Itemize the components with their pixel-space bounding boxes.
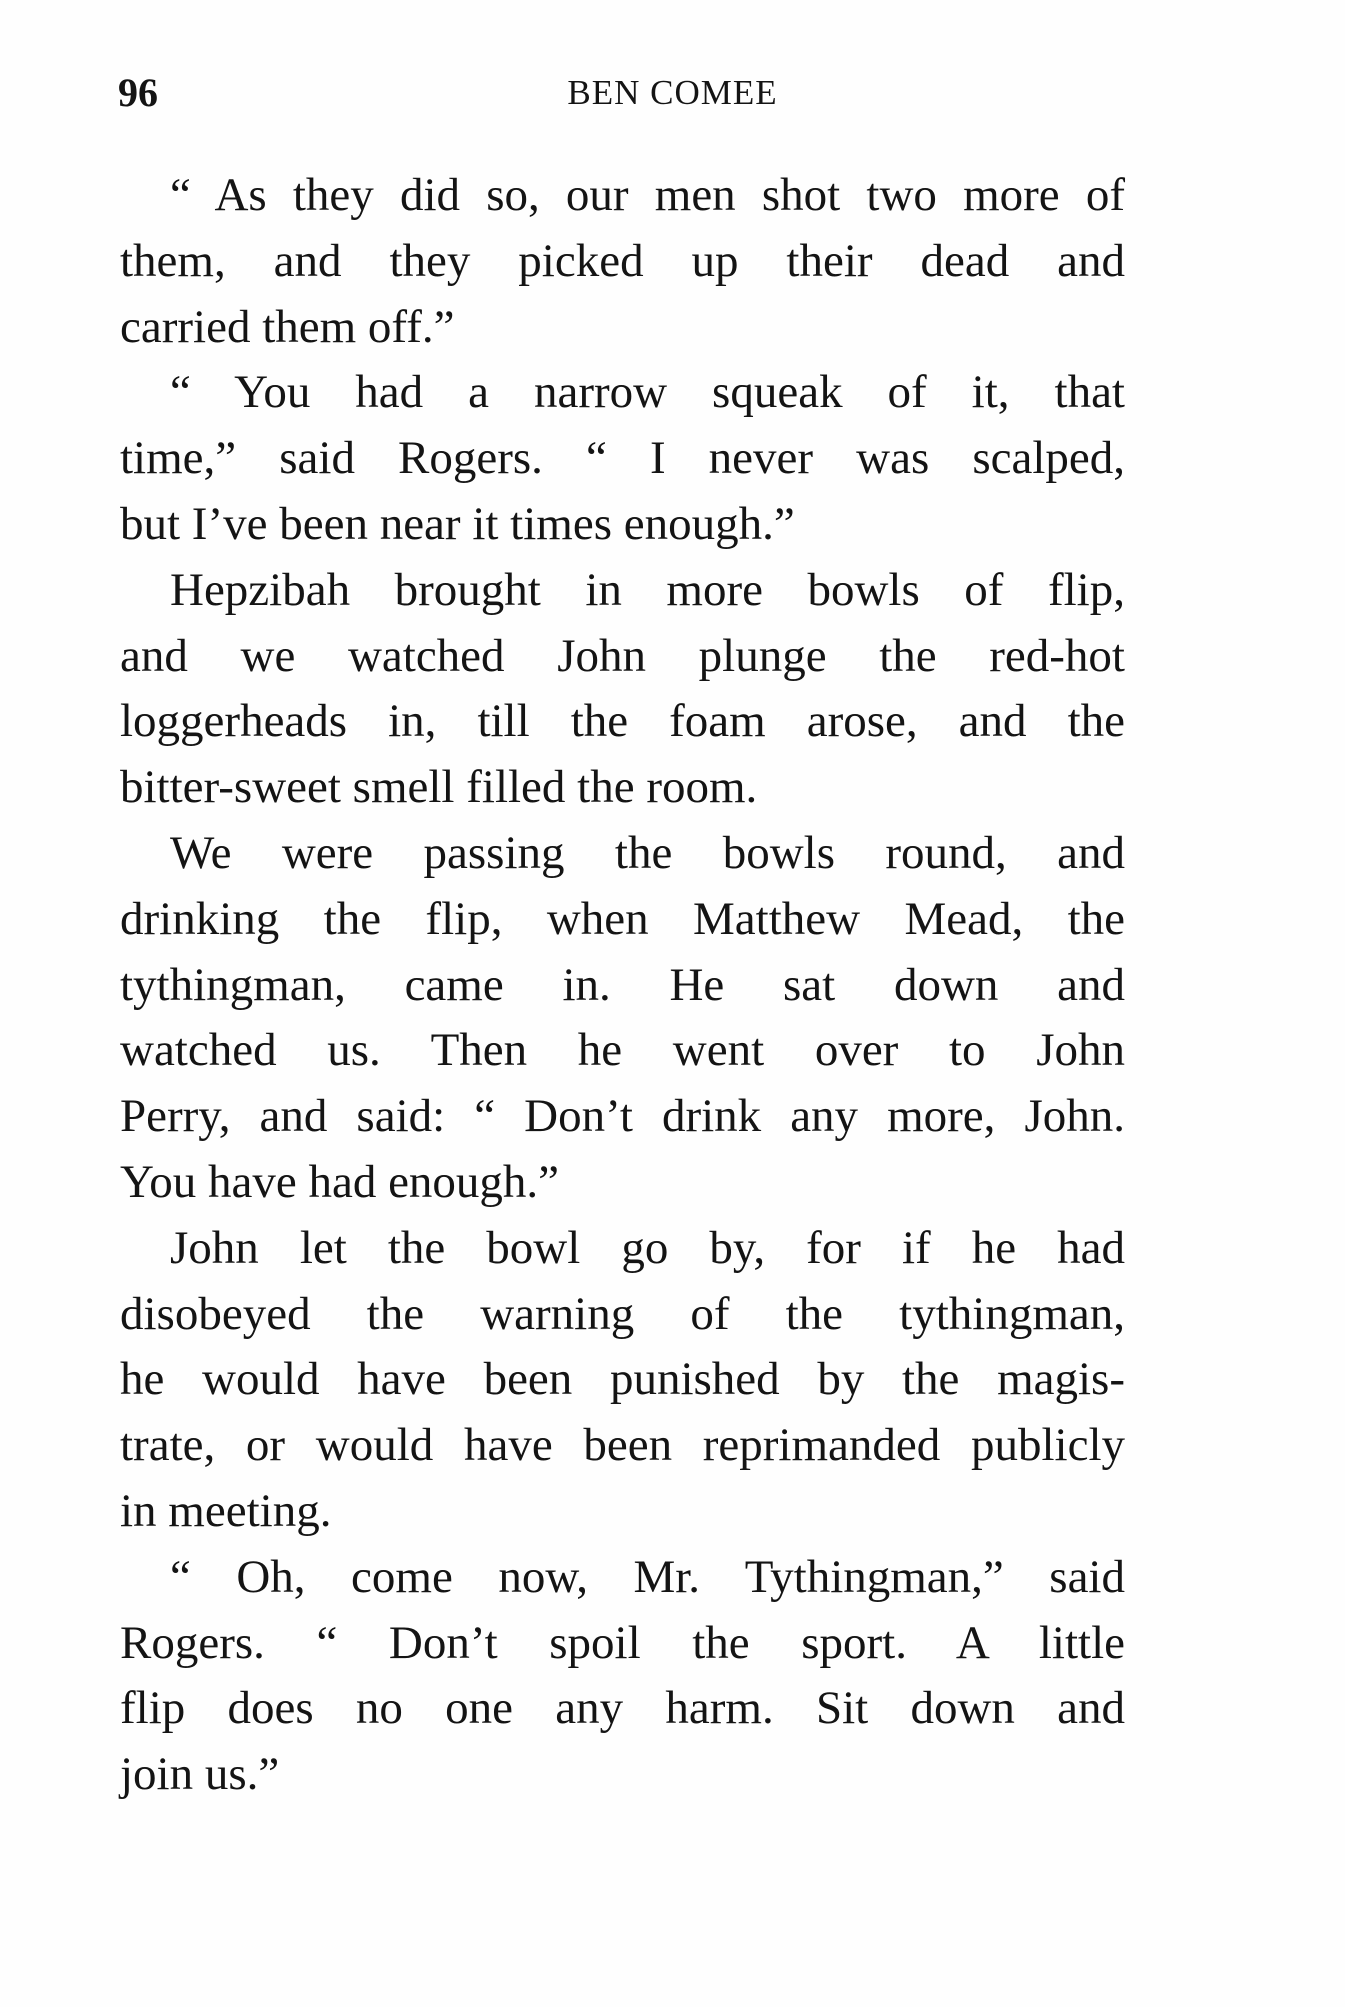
text-line: join us.”	[120, 1748, 280, 1801]
text-line: loggerheads in, till the foam arose, and the	[120, 695, 1125, 748]
text-line: We were passing the bowls round, and	[170, 826, 1125, 879]
page-number: 96	[118, 70, 158, 115]
text-line: watched us. Then he went over to John	[120, 1024, 1125, 1077]
text-line: them, and they picked up their dead and	[120, 234, 1125, 287]
text-line: he would have been punished by the magis-	[120, 1353, 1125, 1406]
text-line: “ You had a narrow squeak of it, that	[170, 366, 1125, 419]
text-line: but I’ve been near it times enough.”	[120, 497, 795, 550]
text-line: bitter-sweet smell filled the room.	[120, 761, 758, 814]
text-line: John let the bowl go by, for if he had	[170, 1221, 1125, 1274]
text-line: Rogers. “ Don’t spoil the sport. A little	[120, 1616, 1125, 1669]
body-text	[120, 163, 1125, 1808]
text-line: drinking the flip, when Matthew Mead, the	[120, 892, 1125, 945]
text-line: trate, or would have been reprimanded publicly	[120, 1419, 1125, 1472]
text-line: and we watched John plunge the red-hot	[120, 629, 1125, 682]
text-line: time,” said Rogers. “ I never was scalped,	[120, 432, 1125, 485]
text-line: carried them off.”	[120, 300, 455, 353]
text-line: tythingman, came in. He sat down and	[120, 958, 1125, 1011]
paragraph-5	[120, 1216, 1125, 1545]
paragraph-4	[120, 821, 1125, 1216]
text-line: in meeting.	[120, 1484, 332, 1537]
text-line: “ Oh, come now, Mr. Tythingman,” said	[170, 1550, 1125, 1603]
paragraph-6	[120, 1545, 1125, 1808]
paragraph-2	[120, 360, 1125, 557]
text-line: “ As they did so, our men shot two more of	[170, 169, 1125, 221]
paragraph-3	[120, 558, 1125, 821]
text-line: flip does no one any harm. Sit down and	[120, 1682, 1125, 1735]
running-title: BEN COMEE	[567, 73, 778, 112]
paragraph-1	[120, 163, 1125, 360]
text-line: You have had enough.”	[120, 1155, 560, 1208]
text-line: Perry, and said: “ Don’t drink any more, John.	[120, 1090, 1125, 1143]
text-line: Hepzibah brought in more bowls of flip,	[170, 563, 1125, 616]
text-line: disobeyed the warning of the tythingman,	[120, 1287, 1125, 1340]
